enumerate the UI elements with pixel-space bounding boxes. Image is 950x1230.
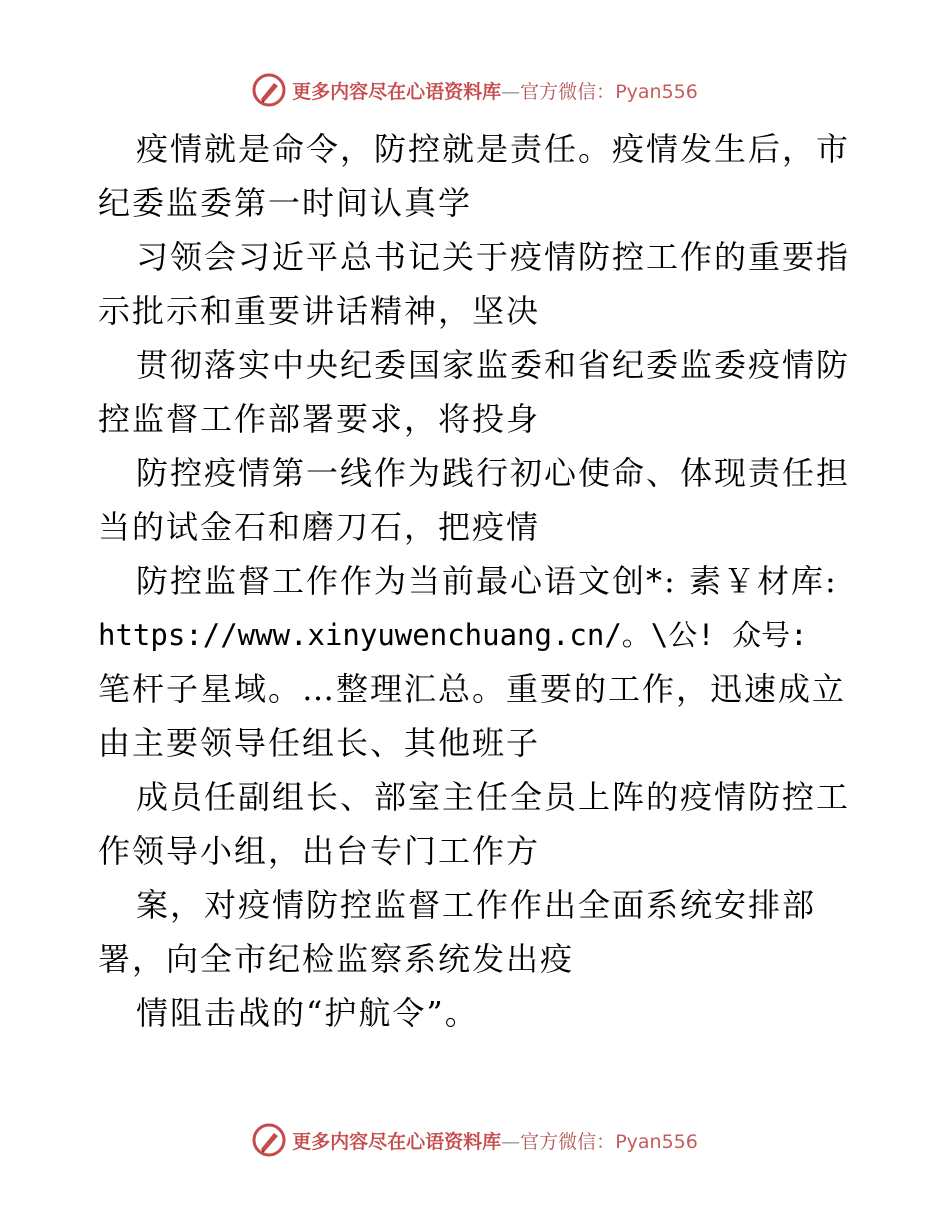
- text-line: 当的试金石和磨刀石，把疫情: [98, 508, 541, 546]
- text-line: 成员任副组长、部室主任全员上阵的疫情防控工: [136, 778, 851, 816]
- text-line: 控监督工作部署要求，将投身: [98, 400, 541, 438]
- text-line: 示批示和重要讲话精神，坚决: [98, 292, 541, 330]
- text-line: 情阻击战的“护航令”。: [136, 994, 479, 1032]
- text-line: 防控监督工作作为当前最心语文创*: 素￥材库:: [136, 562, 838, 600]
- text-line: 防控疫情第一线作为践行初心使命、体现责任担: [136, 454, 851, 492]
- text-line: 署，向全市纪检监察系统发出疫: [98, 940, 575, 978]
- banner-label: 官方微信：: [520, 80, 616, 103]
- text-line: 贯彻落实中央纪委国家监委和省纪委监委疫情防: [136, 346, 851, 384]
- text-line: 习领会习近平总书记关于疫情防控工作的重要指: [136, 238, 851, 276]
- banner-label: 官方微信：: [520, 1130, 616, 1153]
- pen-logo-icon: [252, 1123, 286, 1157]
- header-banner: [0, 70, 950, 110]
- text-line: 由主要领导任组长、其他班子: [98, 724, 541, 762]
- banner-wechat-id: Pyan556: [615, 80, 698, 103]
- banner-brand: 更多内容尽在心语资料库: [292, 80, 502, 103]
- footer-banner-text: [292, 1127, 698, 1154]
- text-line: 案，对疫情防控监督工作作出全面系统安排部: [136, 886, 817, 924]
- footer-banner: [0, 1120, 950, 1160]
- text-line: 作领导小组，出台专门工作方: [98, 832, 541, 870]
- text-line: 疫情就是命令，防控就是责任。疫情发生后，市: [136, 130, 851, 168]
- banner-wechat-id: Pyan556: [615, 1130, 698, 1153]
- text-line: 笔杆子星域。…整理汇总。重要的工作，迅速成立: [98, 670, 847, 708]
- text-line-url: https://www.xinyuwenchuang.cn/。\公! 众号:: [98, 618, 808, 652]
- text-line: 纪委监委第一时间认真学: [98, 184, 473, 222]
- pen-logo-icon: [252, 73, 286, 107]
- banner-separator: —: [501, 80, 521, 103]
- header-banner-text: [292, 77, 698, 104]
- document-body: [98, 122, 858, 1040]
- banner-separator: —: [501, 1130, 521, 1153]
- banner-brand: 更多内容尽在心语资料库: [292, 1130, 502, 1153]
